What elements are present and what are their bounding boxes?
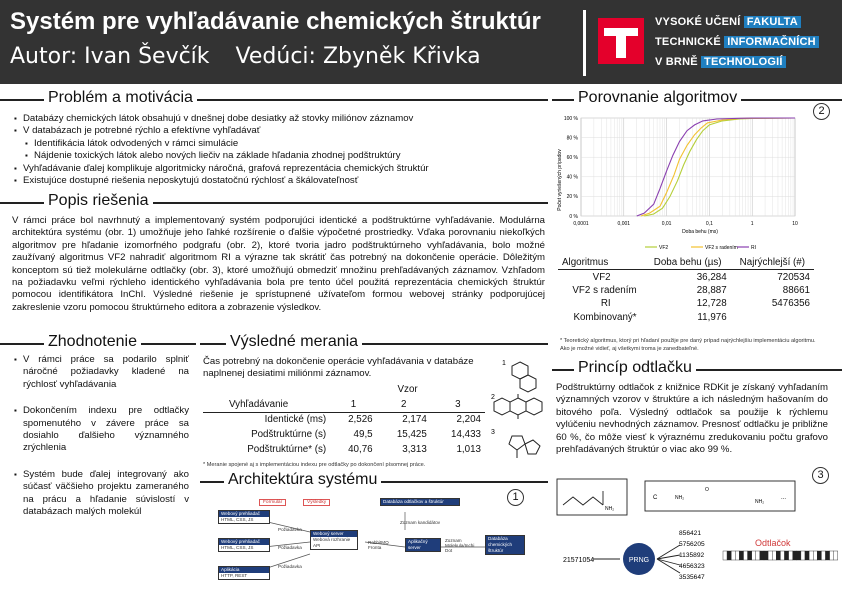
fingerprint-bit	[801, 551, 805, 560]
fingerprint-bit	[776, 551, 780, 560]
arch-label: Požiadavka	[278, 564, 302, 569]
hash-number: 4656323	[679, 563, 705, 570]
x-axis-label: Doba behu (ms)	[682, 229, 718, 235]
column-header: Najrýchlejší (#)	[739, 257, 805, 269]
arch-box: Aplikácia HTTP, REST	[218, 566, 270, 580]
fingerprint-bit	[793, 551, 797, 560]
seed-value: 21571054	[563, 557, 595, 564]
comparison-chart	[555, 110, 810, 255]
fingerprint-bit	[780, 551, 784, 560]
pattern-label: 1	[502, 360, 506, 367]
list-item: ▪ V databázach je potrebné rýchlo a efektívne vyhľadávať	[14, 125, 546, 137]
x-tick-label: 0,001	[617, 221, 631, 227]
fingerprint-bit	[797, 551, 801, 560]
fingerprint-bit	[826, 551, 830, 560]
author: Autor: Ivan Ševčík	[10, 44, 210, 69]
row-header: Vyhľadávanie	[229, 398, 289, 410]
fragment-label: C	[653, 495, 658, 501]
results-note: * Meranie spojené aj s implementáciou indexu pre odtlačky po dokončení písomnej práce.	[203, 462, 426, 468]
x-tick-label: 0,0001	[573, 221, 589, 227]
fingerprint-bit	[739, 551, 743, 560]
hash-number: 3535647	[679, 574, 705, 581]
arch-chip: Výsledky	[303, 499, 330, 506]
list-item: ▪ Nájdenie toxických látok alebo nových liečiv na základe hľadania zhodnej podštruktúry	[14, 150, 546, 162]
y-tick-label: 0 %	[569, 213, 578, 220]
pattern-label: 3	[491, 429, 495, 436]
column-header: Doba behu (µs)	[653, 257, 722, 269]
conclusion-heading: Zhodnotenie	[44, 333, 141, 351]
arch-box: Aplikačný server	[405, 538, 441, 552]
y-tick-label: 100 %	[563, 115, 578, 122]
arch-label: Zoznam kandidátov	[400, 520, 441, 525]
results-heading: Výsledné merania	[226, 333, 362, 351]
y-tick-label: 80 %	[566, 135, 578, 142]
comparison-heading: Porovnanie algoritmov	[574, 89, 741, 107]
legend-label: RI	[751, 245, 756, 251]
group-header: Vzor	[397, 383, 418, 395]
arch-chip: Formulár	[259, 499, 286, 506]
fingerprint-bit	[735, 551, 739, 560]
fragment-label: NH₂	[605, 506, 615, 512]
problem-list	[14, 113, 546, 187]
molecule-frame	[557, 479, 627, 515]
list-item: ▪ Databázy chemických látok obsahujú v dnešnej dobe desiatky až stovky miliónov záznamov	[14, 113, 546, 125]
column-header: Algoritmus	[562, 257, 609, 269]
column-header: 1	[350, 398, 357, 410]
column-header: 2	[400, 398, 407, 410]
fingerprint-bit	[760, 551, 764, 560]
y-tick-label: 20 %	[566, 194, 578, 201]
list-item: ▪ Vyhľadávanie ďalej komplikuje algoritmicky náročná, grafová reprezentácia chemických štruktúr	[14, 163, 546, 175]
y-tick-label: 60 %	[566, 155, 578, 161]
figure-badge: 3	[812, 467, 829, 484]
fragment-label: O	[705, 487, 709, 493]
fragment-label: NH₂	[675, 495, 685, 501]
fragment-label: ...	[781, 495, 787, 501]
fingerprint-bit	[727, 551, 731, 560]
x-tick-label: 1	[750, 221, 754, 227]
legend-label: VF2 s radením	[705, 245, 738, 251]
fingerprint-bit	[764, 551, 768, 560]
arch-box: Webový prehliadač HTML, CSS, JS	[218, 538, 270, 552]
arch-label: Požiadavka	[278, 545, 302, 550]
table-row: Kombinovaný* 11,976	[573, 311, 727, 323]
y-tick-label: 40 %	[566, 174, 578, 181]
arch-label: RabbitMQ Fronta	[368, 540, 389, 550]
pattern-molecules-icon	[490, 356, 548, 471]
chart-legend	[645, 245, 756, 251]
fingerprint-bit	[817, 551, 821, 560]
architecture-heading: Architektúra systému	[224, 471, 381, 489]
y-axis-label: Počet vyriešených prípadov	[557, 149, 563, 211]
arch-box: Databáza chemických štruktúr	[485, 535, 525, 555]
arch-box: Webový server Webová rozhranie API	[310, 530, 358, 550]
arch-box: Webový prehliadač HTML, CSS, JS	[218, 510, 270, 524]
fingerprint-bit	[830, 551, 834, 560]
authors-line	[10, 44, 507, 69]
hash-number: 1135892	[679, 552, 705, 559]
x-tick-label: 10	[792, 221, 798, 227]
fingerprint-bit	[789, 551, 793, 560]
fingerprint-bit	[731, 551, 735, 560]
x-tick-label: 0,1	[705, 221, 713, 227]
figure-badge: 1	[507, 489, 524, 506]
fingerprint-bit	[748, 551, 752, 560]
table-row: RI 12,728 5476356	[600, 298, 810, 310]
fingerprint-bit	[768, 551, 772, 560]
pattern-label: 2	[491, 394, 495, 401]
algorithm-table	[558, 256, 814, 324]
results-table	[203, 382, 485, 457]
comparison-note: * Teoretický algoritmus, ktorý pri hľadaní použije pre daný prípad najrýchlejšiu implementáciu algoritmu. Ako je možné vidieť, aj všetkymi troma je zanedbateľné.	[560, 338, 816, 352]
poster-title: Systém pre vyhľadávanie chemických štruktúr	[10, 8, 541, 35]
logo-line-2: TECHNICKÉ INFORMAČNÍCH	[655, 36, 819, 48]
fingerprint-bit-array	[723, 551, 838, 560]
fingerprint-diagram	[555, 477, 842, 596]
list-item: ▪ Systém bude ďalej integrovaný ako súčasť väčšieho projektu zameraného na prácu a hľadanie súvislostí v databázach malých molekúl	[14, 469, 189, 519]
fingerprint-bit	[809, 551, 813, 560]
x-tick-label: 0,01	[661, 221, 672, 227]
fingerprint-bit	[821, 551, 825, 560]
fingerprint-bit	[756, 551, 760, 560]
prng-label: PRNG	[628, 557, 650, 564]
fingerprint-label: Odtlačok	[755, 538, 791, 548]
results-intro: Čas potrebný na dokončenie operácie vyhľadávania v databáze naplnenej desiatimi miliónmi záznamov.	[203, 356, 474, 380]
figure-badge: 2	[813, 103, 830, 120]
fingerprint-heading: Princíp odtlačku	[574, 359, 696, 377]
logo-line-3: V BRNĚ TECHNOLOGIÍ	[655, 56, 786, 68]
fragment-label: NH₂	[755, 499, 765, 505]
fingerprint-bit	[813, 551, 817, 560]
table-row: Identické (ms) 2,526 2,174 2,204	[264, 414, 481, 426]
table-row: Podštruktúrne* (s) 40,76 3,313 1,013	[247, 444, 481, 456]
solution-heading: Popis riešenia	[44, 192, 153, 210]
plot-area	[581, 118, 795, 216]
fingerprint-bit	[752, 551, 756, 560]
arch-label: Zoznam Molekula/Inchi Dot	[445, 538, 475, 553]
problem-heading: Problém a motivácia	[44, 89, 197, 107]
fingerprint-bit	[834, 551, 838, 560]
fingerprint-bit	[723, 551, 727, 560]
supervisor: Vedúci: Zbyněk Křivka	[235, 44, 481, 69]
arch-box: Databáza odtlačkov a štruktúr	[380, 498, 460, 506]
list-item: ▪ Dokončením indexu pre odtlačky spomenutého v závere práce sa dosiahlo ďalšieho významného zrýchlenia	[14, 405, 189, 455]
logo-line-1: VYSOKÉ UČENÍ FAKULTA	[655, 16, 801, 28]
hash-number: 5756205	[679, 541, 705, 548]
conclusion-list	[14, 354, 189, 518]
hash-number: 856421	[679, 530, 702, 537]
fingerprint-bit	[772, 551, 776, 560]
list-item: ▪ V rámci práce sa podarilo splniť náročné požiadavky kladené na rýchlosť vyhľadávania	[14, 354, 189, 391]
table-row: VF2 36,284 720534	[592, 271, 810, 283]
fragments-frame	[645, 481, 795, 511]
fingerprint-bit	[805, 551, 809, 560]
fingerprint-bit	[785, 551, 789, 560]
fingerprint-text: Podštruktúrny odtlačok z knižnice RDKit je získaný vyhľadaním významných vzorov v štruktúre a ich následným hašovaním do bitového poľa. Výsledný odtlačok sa použije k rýchlemu vylúčeniu nevhodných záznamov. Presnosť odtlačku je približne 60 %, čo môže viesť k výraznému zredukovaniu počtu grafovo prehľadávaných štruktúr o viac ako 99 %.	[556, 382, 828, 456]
list-item: ▪ Existujúce dostupné riešenia neposkytujú dostatočnú rýchlosť a škálovateľnosť	[14, 175, 546, 187]
fingerprint-bit	[744, 551, 748, 560]
table-row: VF2 s radením 28,887 88661	[572, 284, 810, 296]
table-row: Podštruktúrne (s) 49,5 15,425 14,433	[251, 429, 481, 441]
vut-logo-icon	[598, 18, 644, 64]
solution-text: V rámci práce bol navrhnutý a implementovaný systém podporujúci identické a podštruktúrne vyhľadávanie. Modulárna architektúra systému (obr. 1) umožňuje jeho ľahké rozšírenie o ďalšie výpočetné prostriedky. Vďaka porovnaniu niekoľkých algoritmov pre hľadanie izomorfného podgrafu (obr. 2), ktoré tvoria jadro podštruktúrneho vyhľadávania, bolo možné zaužívaný algoritmus VF2 nahradiť algoritmom RI a výrazne tak skrátiť čas potrebný na dokončenie operácie. Dôležitým konceptom sú tiež molekulárne odtlačky (obr. 3), ktoré umožňujú obmedziť množinu prehľadávaných záznamov. Vzhľadom na požiadavku veľmi rýchleho identického vyhľadávania bola pre tento účel použitá reprezentácia chemických štruktúr pomocou identifikátora InChI. Výsledné riešenie je sprístupnené užívateľom formou webovej stránky podporujúcej zakreslenie vzoru pomocou štruktúrneho editora a zobrazenie výsledkov.	[12, 215, 545, 313]
column-header: 3	[455, 398, 461, 410]
chart-grid	[581, 118, 795, 216]
arch-label: Požiadavka	[278, 527, 302, 532]
legend-label: VF2	[659, 245, 669, 251]
list-item: ▪ Identifikácia látok odvodených v rámci simulácie	[14, 138, 546, 150]
header-divider	[583, 10, 586, 76]
